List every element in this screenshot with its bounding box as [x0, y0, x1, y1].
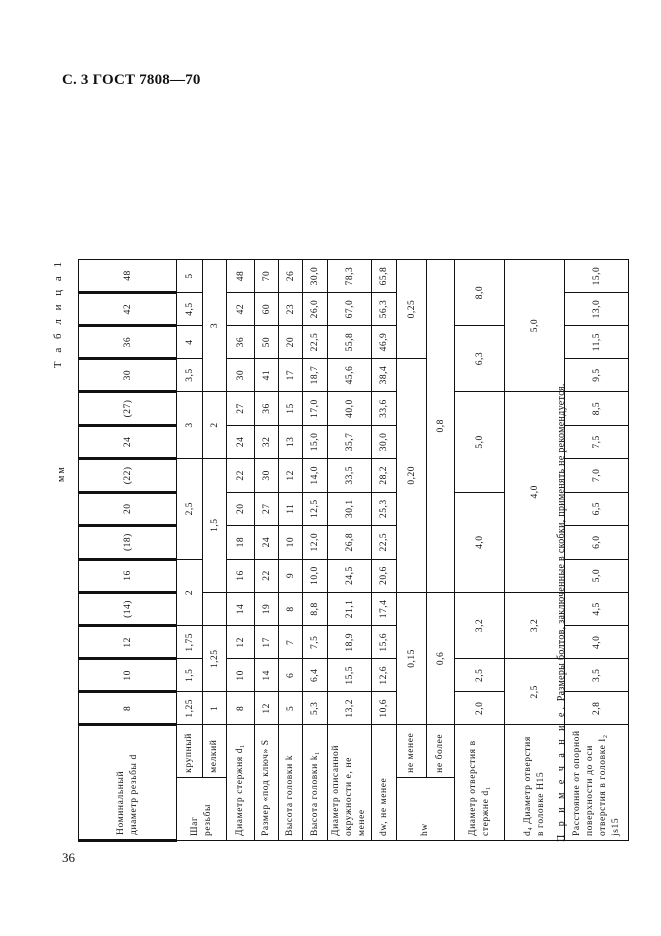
cell-hole-distance: 7,0 — [565, 458, 629, 492]
cell-circumscribed-diameter: 40,0 — [328, 392, 372, 426]
cell-wrench-size: 12 — [255, 692, 279, 725]
cell-head-height-k1: 30,0 — [303, 260, 328, 293]
cell-circumscribed-diameter: 15,5 — [328, 659, 372, 692]
row-pitch-fine — [203, 260, 227, 841]
cell-head-height: 26 — [279, 260, 303, 293]
cell-shank-diameter: 42 — [227, 293, 255, 326]
cell-head-hole: 2,5 — [505, 659, 565, 725]
cell-nominal-diameter: 24 — [79, 425, 177, 458]
cell-pitch-fine: 1,25 — [203, 626, 227, 692]
cell-head-height-k1: 18,7 — [303, 359, 328, 392]
cell-head-height: 6 — [279, 659, 303, 692]
cell-nominal-diameter: 42 — [79, 293, 177, 326]
cell-circumscribed-diameter: 21,1 — [328, 592, 372, 626]
cell-dw-min: 20,6 — [372, 559, 397, 592]
cell-head-height-k1: 6,4 — [303, 659, 328, 692]
label-pitch-coarse: крупный — [177, 725, 203, 778]
row-pitch-coarse — [177, 260, 203, 841]
cell-shank-hole: 2,5 — [455, 659, 505, 692]
row-shank-diameter — [227, 260, 255, 841]
cell-shank-diameter: 14 — [227, 592, 255, 626]
cell-dw-min: 38,4 — [372, 359, 397, 392]
cell-hole-distance: 5,0 — [565, 559, 629, 592]
cell-hw-max: 0,8 — [427, 260, 455, 593]
label-head-hole-diameter: d₄ Диаметр отверстия в головке H15 — [505, 725, 565, 841]
cell-nominal-diameter: 36 — [79, 326, 177, 359]
label-head-height-k1: Высота головки k₁ — [303, 725, 328, 841]
cell-hole-distance: 11,5 — [565, 326, 629, 359]
table-note — [556, 383, 567, 842]
cell-head-height-k1: 12,0 — [303, 525, 328, 559]
cell-shank-diameter: 18 — [227, 525, 255, 559]
cell-hw-max: 0,6 — [427, 592, 455, 725]
cell-pitch-coarse: 4,5 — [177, 293, 203, 326]
cell-dw-min: 12,6 — [372, 659, 397, 692]
cell-dw-min: 65,8 — [372, 260, 397, 293]
cell-wrench-size: 24 — [255, 525, 279, 559]
cell-head-height: 9 — [279, 559, 303, 592]
page-header: С. 3 ГОСТ 7808—70 — [62, 72, 201, 88]
cell-dw-min: 10,6 — [372, 692, 397, 725]
cell-head-height: 11 — [279, 492, 303, 525]
cell-hw-min: 0,20 — [397, 359, 427, 592]
page-number: 36 — [62, 850, 75, 865]
cell-shank-hole: 8,0 — [455, 260, 505, 326]
cell-head-height: 10 — [279, 525, 303, 559]
cell-head-height: 20 — [279, 326, 303, 359]
row-wrench-size — [255, 260, 279, 841]
cell-dw-min: 15,6 — [372, 626, 397, 659]
label-shank-diameter: Диаметр стержня d₁ — [227, 725, 255, 841]
cell-wrench-size: 60 — [255, 293, 279, 326]
cell-pitch-fine — [203, 592, 227, 626]
cell-wrench-size: 36 — [255, 392, 279, 426]
cell-circumscribed-diameter: 67,0 — [328, 293, 372, 326]
cell-circumscribed-diameter: 78,3 — [328, 260, 372, 293]
cell-dw-min: 22,5 — [372, 525, 397, 559]
cell-nominal-diameter: (22) — [79, 458, 177, 492]
cell-shank-diameter: 30 — [227, 359, 255, 392]
cell-pitch-coarse: 1,25 — [177, 692, 203, 725]
row-shank-hole — [455, 260, 505, 841]
cell-hole-distance: 6,0 — [565, 525, 629, 559]
cell-pitch-coarse: 4 — [177, 326, 203, 359]
cell-pitch-coarse: 2 — [177, 559, 203, 626]
cell-nominal-diameter: 48 — [79, 260, 177, 293]
label-shank-hole-diameter: Диаметр отверстия в стержне d₁ — [455, 725, 505, 841]
cell-pitch-coarse: 1,75 — [177, 626, 203, 659]
cell-wrench-size: 32 — [255, 425, 279, 458]
cell-nominal-diameter: (14) — [79, 592, 177, 626]
cell-head-height: 17 — [279, 359, 303, 392]
cell-hole-distance: 6,5 — [565, 492, 629, 525]
cell-circumscribed-diameter: 18,9 — [328, 626, 372, 659]
cell-head-hole: 4,0 — [505, 392, 565, 592]
label-hole-distance: Расстояние от опорной поверхности до оси отверстия в головке l₂ js15 — [565, 725, 629, 841]
cell-head-height-k1: 15,0 — [303, 425, 328, 458]
cell-wrench-size: 50 — [255, 326, 279, 359]
cell-pitch-coarse: 2,5 — [177, 458, 203, 559]
label-nominal-diameter: Номинальный диаметр резьбы d — [79, 725, 177, 841]
note-label: П р и м е ч а н и е. — [556, 704, 567, 842]
label-hw: hw — [397, 777, 455, 840]
cell-dw-min: 28,2 — [372, 458, 397, 492]
cell-shank-diameter: 22 — [227, 458, 255, 492]
dimensions-table — [78, 259, 629, 842]
cell-nominal-diameter: 10 — [79, 659, 177, 692]
cell-hole-distance: 7,5 — [565, 425, 629, 458]
cell-dw-min: 56,3 — [372, 293, 397, 326]
cell-hole-distance: 15,0 — [565, 260, 629, 293]
cell-dw-min: 46,9 — [372, 326, 397, 359]
row-circumscribed-diameter — [328, 260, 372, 841]
label-hw-max: не более — [427, 725, 455, 778]
cell-head-height-k1: 12,5 — [303, 492, 328, 525]
cell-pitch-coarse: 1,5 — [177, 659, 203, 692]
cell-shank-diameter: 10 — [227, 659, 255, 692]
cell-head-height: 12 — [279, 458, 303, 492]
cell-dw-min: 25,3 — [372, 492, 397, 525]
unit-label: мм — [56, 465, 67, 482]
cell-shank-hole: 3,2 — [455, 592, 505, 659]
row-dw-min — [372, 260, 397, 841]
cell-hw-min: 0,15 — [397, 592, 427, 725]
cell-shank-diameter: 20 — [227, 492, 255, 525]
cell-hole-distance: 4,5 — [565, 592, 629, 626]
label-hw-min: не менее — [397, 725, 427, 778]
cell-head-height: 23 — [279, 293, 303, 326]
label-circumscribed-diameter: Диаметр описанной окружности e, не менее — [328, 725, 372, 841]
cell-head-height: 5 — [279, 692, 303, 725]
cell-circumscribed-diameter: 55,8 — [328, 326, 372, 359]
cell-nominal-diameter: 12 — [79, 626, 177, 659]
row-nominal-diameter — [79, 260, 177, 841]
cell-hw-min: 0,25 — [397, 260, 427, 359]
cell-circumscribed-diameter: 30,1 — [328, 492, 372, 525]
cell-shank-diameter: 36 — [227, 326, 255, 359]
cell-pitch-fine: 1 — [203, 692, 227, 725]
cell-wrench-size: 27 — [255, 492, 279, 525]
cell-hole-distance: 13,0 — [565, 293, 629, 326]
cell-head-height-k1: 7,5 — [303, 626, 328, 659]
cell-shank-diameter: 8 — [227, 692, 255, 725]
cell-head-height-k1: 17,0 — [303, 392, 328, 426]
cell-wrench-size: 41 — [255, 359, 279, 392]
cell-wrench-size: 70 — [255, 260, 279, 293]
cell-nominal-diameter: 30 — [79, 359, 177, 392]
cell-wrench-size: 30 — [255, 458, 279, 492]
cell-shank-diameter: 24 — [227, 425, 255, 458]
cell-hole-distance: 8,5 — [565, 392, 629, 426]
cell-nominal-diameter: 8 — [79, 692, 177, 725]
cell-wrench-size: 14 — [255, 659, 279, 692]
cell-head-height-k1: 8,8 — [303, 592, 328, 626]
cell-head-height-k1: 5,3 — [303, 692, 328, 725]
cell-head-height: 7 — [279, 626, 303, 659]
cell-shank-diameter: 16 — [227, 559, 255, 592]
cell-circumscribed-diameter: 13,2 — [328, 692, 372, 725]
cell-hole-distance: 3,5 — [565, 659, 629, 692]
row-head-height — [279, 260, 303, 841]
cell-nominal-diameter: 16 — [79, 559, 177, 592]
table-title: Т а б л и ц а 1 — [52, 259, 64, 369]
cell-pitch-fine: 1,5 — [203, 458, 227, 592]
cell-hole-distance: 9,5 — [565, 359, 629, 392]
label-pitch-fine: мелкий — [203, 725, 227, 778]
cell-head-height-k1: 10,0 — [303, 559, 328, 592]
cell-shank-hole: 2,0 — [455, 692, 505, 725]
cell-hole-distance: 4,0 — [565, 626, 629, 659]
row-head-height-k1 — [303, 260, 328, 841]
row-hole-distance — [565, 260, 629, 841]
cell-dw-min: 33,6 — [372, 392, 397, 426]
cell-shank-hole: 5,0 — [455, 392, 505, 493]
cell-circumscribed-diameter: 24,5 — [328, 559, 372, 592]
cell-dw-min: 30,0 — [372, 425, 397, 458]
cell-circumscribed-diameter: 45,6 — [328, 359, 372, 392]
cell-head-hole: 3,2 — [505, 592, 565, 659]
cell-head-height-k1: 22,5 — [303, 326, 328, 359]
rotated-table-block — [52, 259, 629, 842]
cell-wrench-size: 17 — [255, 626, 279, 659]
cell-nominal-diameter: (27) — [79, 392, 177, 426]
cell-nominal-diameter: (18) — [79, 525, 177, 559]
cell-head-height-k1: 14,0 — [303, 458, 328, 492]
cell-head-height: 13 — [279, 425, 303, 458]
row-hw-min — [397, 260, 427, 841]
cell-circumscribed-diameter: 26,8 — [328, 525, 372, 559]
label-dw-min: dw, не менее — [372, 725, 397, 841]
label-head-height: Высота головки k — [279, 725, 303, 841]
cell-shank-hole: 4,0 — [455, 492, 505, 592]
cell-dw-min: 17,4 — [372, 592, 397, 626]
cell-head-hole: 5,0 — [505, 260, 565, 392]
cell-wrench-size: 22 — [255, 559, 279, 592]
cell-head-height-k1: 26,0 — [303, 293, 328, 326]
cell-hole-distance: 2,8 — [565, 692, 629, 725]
cell-circumscribed-diameter: 35,7 — [328, 425, 372, 458]
label-wrench-size: Размер «под ключ» S — [255, 725, 279, 841]
cell-head-height: 15 — [279, 392, 303, 426]
cell-shank-diameter: 12 — [227, 626, 255, 659]
cell-head-height: 8 — [279, 592, 303, 626]
label-thread-pitch: Шаг резьбы — [177, 777, 227, 840]
cell-pitch-coarse: 3 — [177, 392, 203, 459]
cell-pitch-coarse: 5 — [177, 260, 203, 293]
row-hw-max — [427, 260, 455, 841]
note-text: Размеры болтов, заключенные в скобки, применять не рекомендуется. — [556, 383, 567, 702]
cell-pitch-fine: 3 — [203, 260, 227, 392]
cell-wrench-size: 19 — [255, 592, 279, 626]
cell-pitch-fine: 2 — [203, 392, 227, 459]
cell-shank-diameter: 27 — [227, 392, 255, 426]
cell-shank-hole: 6,3 — [455, 326, 505, 392]
cell-nominal-diameter: 20 — [79, 492, 177, 525]
cell-circumscribed-diameter: 33,5 — [328, 458, 372, 492]
cell-shank-diameter: 48 — [227, 260, 255, 293]
cell-pitch-coarse: 3,5 — [177, 359, 203, 392]
